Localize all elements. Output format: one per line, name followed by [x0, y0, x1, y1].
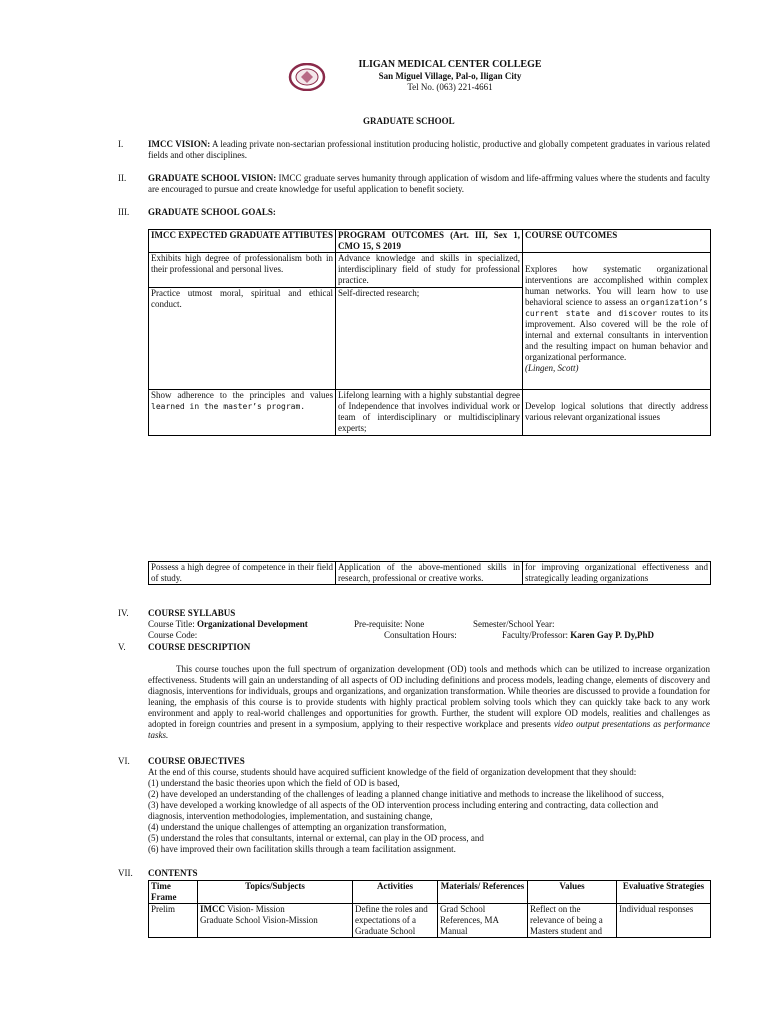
- contents-header-values: Values: [528, 881, 617, 904]
- course-code: Course Code:: [148, 630, 198, 640]
- goals-table: [148, 229, 711, 436]
- course-outcome-cell: [523, 253, 711, 390]
- section-number: IV.: [118, 608, 129, 618]
- course-title-value: Organizational Development: [197, 619, 308, 629]
- attribute-text: Show adherence to the principles and values: [151, 390, 333, 400]
- objective-line: At the end of this course, students should have acquired sufficient knowledge of the field of organization development that they should:: [148, 767, 637, 777]
- program-outcome-cell: Application of the above-mentioned skills in research, professional or creative works.: [336, 562, 523, 585]
- imcc-vision: [148, 139, 710, 161]
- program-outcome-cell: Lifelong learning with a highly substantial degree of Independence that involves individual work or team of interdisciplinary or multidisciplinary experts;: [336, 390, 523, 436]
- topic-text: Vision- Mission: [225, 904, 285, 914]
- time-frame-cell: Prelim: [149, 904, 198, 938]
- attribute-cell: [149, 390, 336, 436]
- contents-heading: CONTENTS: [148, 868, 198, 878]
- values-cell: Reflect on the relevance of being a Masters student and: [528, 904, 617, 938]
- contents-header-evaluative: Evaluative Strategies: [617, 881, 711, 904]
- prerequisite: Pre-requisite: None: [354, 619, 425, 629]
- section-number: V.: [118, 642, 126, 652]
- course-outcome-text: organization’s current state and discover: [525, 298, 708, 318]
- attribute-cell: Practice utmost moral, spiritual and ethical conduct.: [149, 288, 336, 390]
- objective-line: (5) understand the roles that consultants, internal or external, can play in the OD process, and: [148, 833, 484, 843]
- program-outcome-cell: Advance knowledge and skills in specialized, interdisciplinary field of study for professional practice.: [336, 253, 523, 288]
- gs-vision-label: GRADUATE SCHOOL VISION:: [148, 173, 277, 183]
- goals-table-continued: [148, 561, 711, 585]
- course-description-text: [148, 664, 710, 741]
- imcc-vision-text: A leading private non-sectarian professional institution producing holistic, productive and globally competent graduates in various related fields and other disciplines.: [148, 139, 710, 160]
- imcc-vision-label: IMCC VISION:: [148, 139, 211, 149]
- course-outcome-cell: Develop logical solutions that directly address various relevant organizational issues: [523, 390, 711, 436]
- faculty-label: Faculty/Professor:: [502, 630, 568, 640]
- attribute-cell: Possess a high degree of competence in their field of study.: [149, 562, 336, 585]
- goals-header-course-outcomes: COURSE OUTCOMES: [523, 230, 711, 253]
- consultation-hours: Consultation Hours:: [384, 630, 457, 640]
- attribute-text: learned in the master’s program.: [151, 402, 306, 411]
- topic-bold: IMCC: [200, 904, 225, 914]
- contents-header-time-frame: Time Frame: [149, 881, 198, 904]
- section-number: VI.: [118, 756, 130, 766]
- graduate-school-goals-heading: GRADUATE SCHOOL GOALS:: [148, 207, 276, 217]
- semester-school-year: Semester/School Year:: [473, 619, 555, 629]
- goals-header-attributes: IMCC EXPECTED GRADUATE ATTIBUTES: [149, 230, 336, 253]
- college-name: ILIGAN MEDICAL CENTER COLLEGE: [358, 59, 542, 70]
- college-address: San Miguel Village, Pal-o, Iligan City: [378, 71, 522, 81]
- goals-header-program-outcomes: PROGRAM OUTCOMES (Art. III, Sex 1, CMO 15, S 2019: [336, 230, 523, 253]
- contents-header-activities: Activities: [353, 881, 438, 904]
- objective-line: (6) have improved their own facilitation skills through a team facilitation assignment.: [148, 844, 456, 854]
- contents-header-topics: Topics/Subjects: [198, 881, 353, 904]
- topics-cell: [198, 904, 353, 938]
- activities-cell: Define the roles and expectations of a Graduate School: [353, 904, 438, 938]
- page-title: GRADUATE SCHOOL: [363, 116, 455, 126]
- course-outcome-text: routes to its improvement. Also covered will be the role of internal and external consultants in intervention and the resulting impact on human behavior and organizational performance.: [525, 308, 709, 362]
- course-description-heading: COURSE DESCRIPTION: [148, 642, 251, 652]
- course-objectives-heading: COURSE OBJECTIVES: [148, 756, 245, 766]
- section-number: II.: [118, 173, 127, 183]
- college-tel: Tel No. (063) 221-4661: [407, 82, 493, 92]
- graduate-school-vision: [148, 173, 710, 195]
- contents-header-materials: Materials/ References: [438, 881, 528, 904]
- course-outcome-cell: for improving organizational effectiveness and strategically leading organizations: [523, 562, 711, 585]
- objective-line: (1) understand the basic theories upon which the field of OD is based,: [148, 778, 400, 788]
- objective-line: (2) have developed an understanding of the challenges of leading a planned change initiative and methods to increase the likelihood of success,: [148, 789, 664, 799]
- course-description-emphasis: video output presentations as performance tasks.: [148, 719, 710, 740]
- contents-table: [148, 880, 711, 938]
- course-objectives-list: [148, 767, 664, 855]
- faculty-line: [502, 630, 654, 641]
- topic-text: Graduate School Vision-Mission: [200, 915, 318, 925]
- section-number: III.: [118, 207, 130, 217]
- program-outcome-cell: Self-directed research;: [336, 288, 523, 390]
- gs-vision-text: IMCC graduate serves humanity through application of wisdom and life-affrming values where the students and faculty are encouraged to pursue and create knowledge for useful application to benefit society.: [148, 173, 710, 194]
- attribute-cell: Exhibits high degree of professionalism both in their professional and personal lives.: [149, 253, 336, 288]
- objective-line: (4) understand the unique challenges of attempting an organization transformation,: [148, 822, 447, 832]
- section-number: VII.: [118, 868, 133, 878]
- course-outcome-reference: (Lingen, Scott): [525, 363, 579, 373]
- course-title-label: Course Title:: [148, 619, 195, 629]
- course-outcome-text: Explores how systematic organizational interventions are accomplished within complex human networks. You will learn how to use behavioral science to assess an: [525, 264, 708, 307]
- evaluative-cell: Individual responses: [617, 904, 711, 938]
- course-description-body: This course touches upon the full spectrum of organization development (OD) tools and methods which can be utilized to increase organization effectiveness. Students will gain an understanding of all aspects of OD including definitions and process models, leading change, elements of discovery and diagnosis, interventions for individuals, groups and organizations, and organization transformation. While theories are discussed to provide a foundation for leaning, the emphasis of this course is to provide students with highly practical problem solving tools which they can quickly take back to any work environment and apply to real-world challenges and opportunities for growth. Further, the student will explore OD models, realities and challenges as adopted in foreign countries and present in a symposium, applying to their respective workplace and presents: [148, 664, 710, 729]
- course-title-line: [148, 619, 308, 630]
- section-number: I.: [118, 139, 124, 149]
- objective-line: (3) have developed a working knowledge of all aspects of the OD intervention process including entering and contracting, data collection and: [148, 800, 659, 810]
- objective-line: diagnosis, intervention methodologies, implementation, and sustaining change,: [148, 811, 433, 821]
- faculty-name: Karen Gay P. Dy,PhD: [570, 630, 655, 640]
- course-syllabus-heading: COURSE SYLLABUS: [148, 608, 236, 618]
- materials-cell: Grad School References, MA Manual: [438, 904, 528, 938]
